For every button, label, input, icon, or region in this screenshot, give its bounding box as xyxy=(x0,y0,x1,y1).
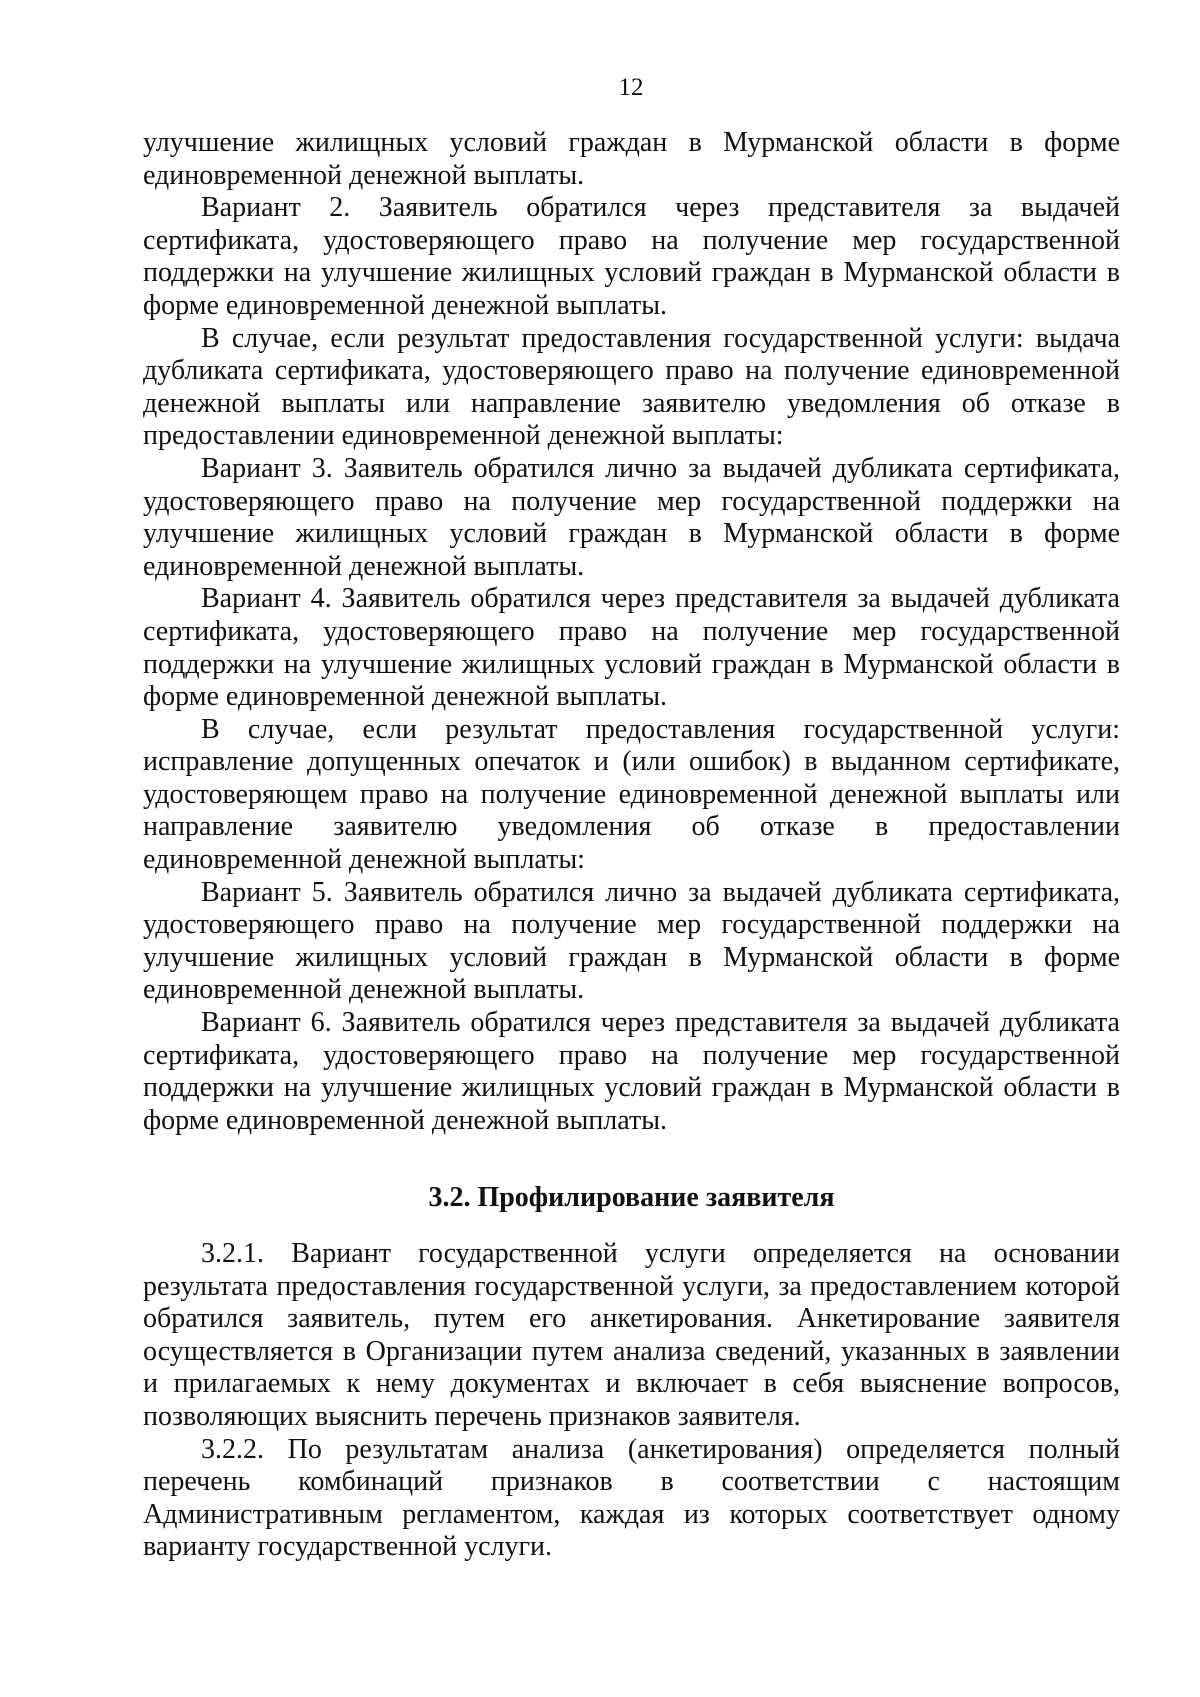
paragraph-variant-5: Вариант 5. Заявитель обратился лично за выдачей дубликата сертификата, удостоверяющего право на получение мер государственной поддержки на улучшение жилищных условий граждан в Мурманской области в форме единовременной денежной выплаты. xyxy=(143,876,1120,1006)
paragraph-case-correction: В случае, если результат предоставления государственной услуги: исправление допущенных опечаток и (или ошибок) в выданном сертификате, удостоверяющем право на получение единовременной денежной выплаты или направление заявителю уведомления об отказе в предоставлении единовременной денежной выплаты: xyxy=(143,713,1120,876)
paragraph-continuation: улучшение жилищных условий граждан в Мурманской области в форме единовременной денежной выплаты. xyxy=(143,127,1120,191)
paragraph-3-2-2: 3.2.2. По результатам анализа (анкетирования) определяется полный перечень комбинаций признаков в соответствии с настоящим Административным регламентом, каждая из которых соответствует одному варианту государственной услуги. xyxy=(143,1433,1120,1563)
paragraph-case-duplicate: В случае, если результат предоставления государственной услуги: выдача дубликата сертификата, удостоверяющего право на получение единовременной денежной выплаты или направление заявителю уведомления об отказе в предоставлении единовременной денежной выплаты: xyxy=(143,322,1120,452)
paragraph-variant-2: Вариант 2. Заявитель обратился через представителя за выдачей сертификата, удостоверяющего право на получение мер государственной поддержки на улучшение жилищных условий граждан в Мурманской области в форме единовременной денежной выплаты. xyxy=(143,192,1120,321)
paragraph-variant-3: Вариант 3. Заявитель обратился лично за выдачей дубликата сертификата, удостоверяющего право на получение мер государственной поддержки на улучшение жилищных условий граждан в Мурманской области в форме единовременной денежной выплаты. xyxy=(143,452,1120,582)
section-heading: 3.2. Профилирование заявителя xyxy=(428,1182,835,1214)
document-body xyxy=(143,127,1120,1564)
paragraph-3-2-1: 3.2.1. Вариант государственной услуги определяется на основании результата предоставления государственной услуги, за предоставлением которой обратился заявитель, путем его анкетирования. Анкетирование заявителя осуществляется в Организации путем анализа сведений, указанных в заявлении и прилагаемых к нему документах и включает в себя выяснение вопросов, позволяющих выяснить перечень признаков заявителя. xyxy=(143,1238,1120,1432)
page-number: 12 xyxy=(618,74,644,101)
paragraph-variant-6: Вариант 6. Заявитель обратился через представителя за выдачей дубликата сертификата, удостоверяющего право на получение мер государственной поддержки на улучшение жилищных условий граждан в Мурманской области в форме единовременной денежной выплаты. xyxy=(143,1007,1120,1136)
paragraph-variant-4: Вариант 4. Заявитель обратился через представителя за выдачей дубликата сертификата, удостоверяющего право на получение мер государственной поддержки на улучшение жилищных условий граждан в Мурманской области в форме единовременной денежной выплаты. xyxy=(143,583,1120,713)
